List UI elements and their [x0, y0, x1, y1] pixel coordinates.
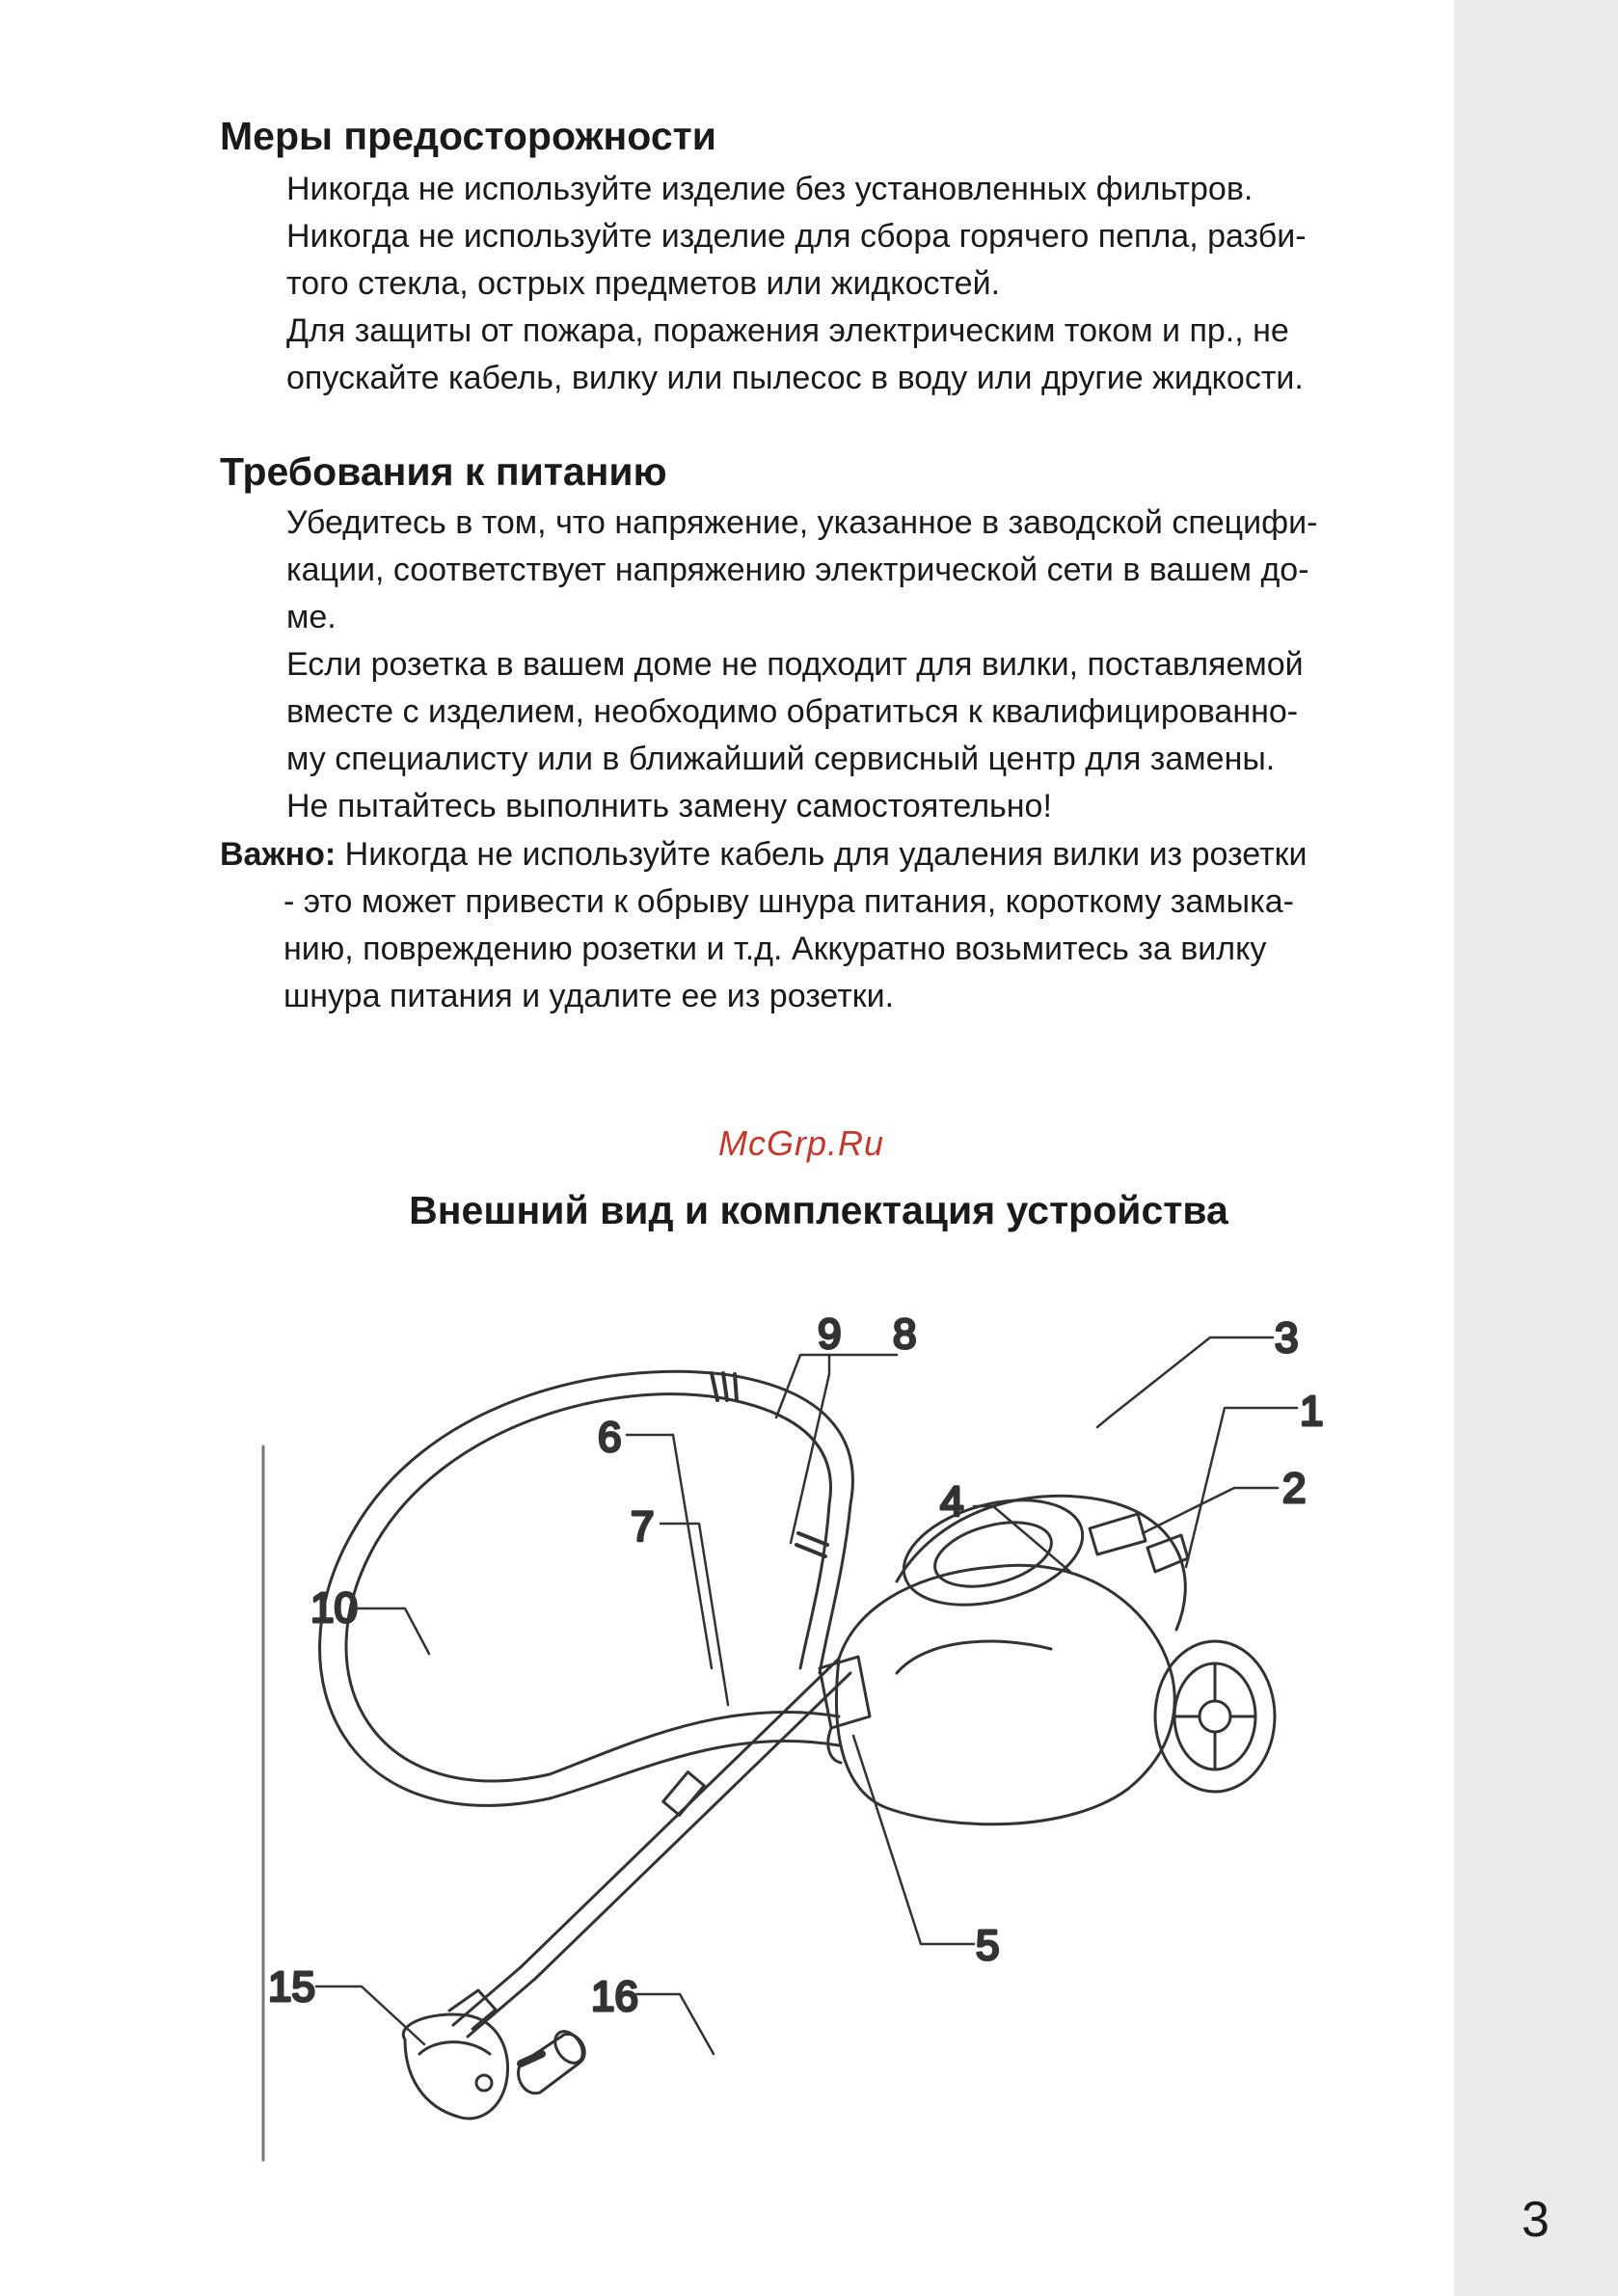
text-line: Не пытайтесь выполнить замену самостоятельно!	[286, 788, 1052, 824]
callout-label-16: 16	[591, 1973, 638, 2020]
floor-brush-drawing	[403, 1990, 507, 2119]
section-body-precautions	[286, 166, 1307, 402]
callout-label-2: 2	[1282, 1465, 1307, 1512]
callout-label-9: 9	[818, 1310, 842, 1358]
text-line: нию, повреждению розетки и т.д. Аккуратно возьмитесь за вилку	[283, 931, 1267, 967]
callout-label-15: 15	[268, 1963, 315, 2011]
text-line: того стекла, острых предметов или жидкостей.	[286, 265, 1001, 302]
watermark: McGrp.Ru	[718, 1123, 885, 1163]
important-label: Важно:	[220, 836, 337, 873]
text-line: ме.	[286, 599, 337, 635]
text-line: опускайте кабель, вилку или пылесос в воду или другие жидкости.	[286, 360, 1304, 396]
text-line: кации, соответствует напряжению электрической сети в вашем до-	[286, 552, 1309, 588]
hose-drawing	[320, 1371, 853, 1805]
text-line: Если розетка в вашем доме не подходит для вилки, поставляемой	[286, 646, 1304, 683]
important-note-body	[283, 878, 1294, 1020]
page-side-strip	[1454, 0, 1618, 2296]
text-line: му специалисту или в ближайший сервисный центр для замены.	[286, 741, 1276, 777]
section-title-power: Требования к питанию	[220, 449, 667, 494]
callout-label-6: 6	[598, 1414, 622, 1461]
telescopic-tube-drawing	[453, 1659, 850, 2037]
text-line: Убедитесь в том, что напряжение, указанное в заводской специфи-	[286, 504, 1318, 541]
crevice-nozzle-drawing	[519, 2026, 589, 2093]
text-line: шнура питания и удалите ее из розетки.	[283, 978, 895, 1014]
important-note-first-line	[220, 831, 1307, 878]
text-line: Никогда не используйте кабель для удаления вилки из розетки	[336, 836, 1308, 873]
section-title-precautions: Меры предосторожности	[220, 114, 716, 158]
vacuum-cleaner-diagram	[260, 1292, 1379, 2170]
callout-label-5: 5	[976, 1922, 1000, 1969]
text-line: Никогда не используйте изделие для сбора горячего пепла, разби-	[286, 218, 1307, 255]
callout-label-7: 7	[631, 1503, 655, 1551]
text-line: - это может привести к обрыву шнура питания, короткому замыка-	[283, 883, 1294, 920]
callout-label-4: 4	[940, 1478, 964, 1526]
text-line: вместе с изделием, необходимо обратиться к квалифицированно-	[286, 693, 1299, 730]
callout-leaders	[316, 1337, 1297, 2054]
text-line: Никогда не используйте изделие без установленных фильтров.	[286, 171, 1254, 207]
section-body-power	[286, 500, 1317, 830]
callout-label-1: 1	[1300, 1388, 1324, 1435]
figure-title: Внешний вид и комплектация устройства	[409, 1188, 1228, 1232]
callout-label-8: 8	[893, 1310, 917, 1358]
callout-label-3: 3	[1275, 1314, 1299, 1362]
vacuum-body-drawing	[820, 1482, 1275, 1824]
callout-label-10: 10	[310, 1584, 358, 1632]
page-number: 3	[1522, 2192, 1550, 2248]
text-line: Для защиты от пожара, поражения электрическим током и пр., не	[286, 312, 1289, 349]
